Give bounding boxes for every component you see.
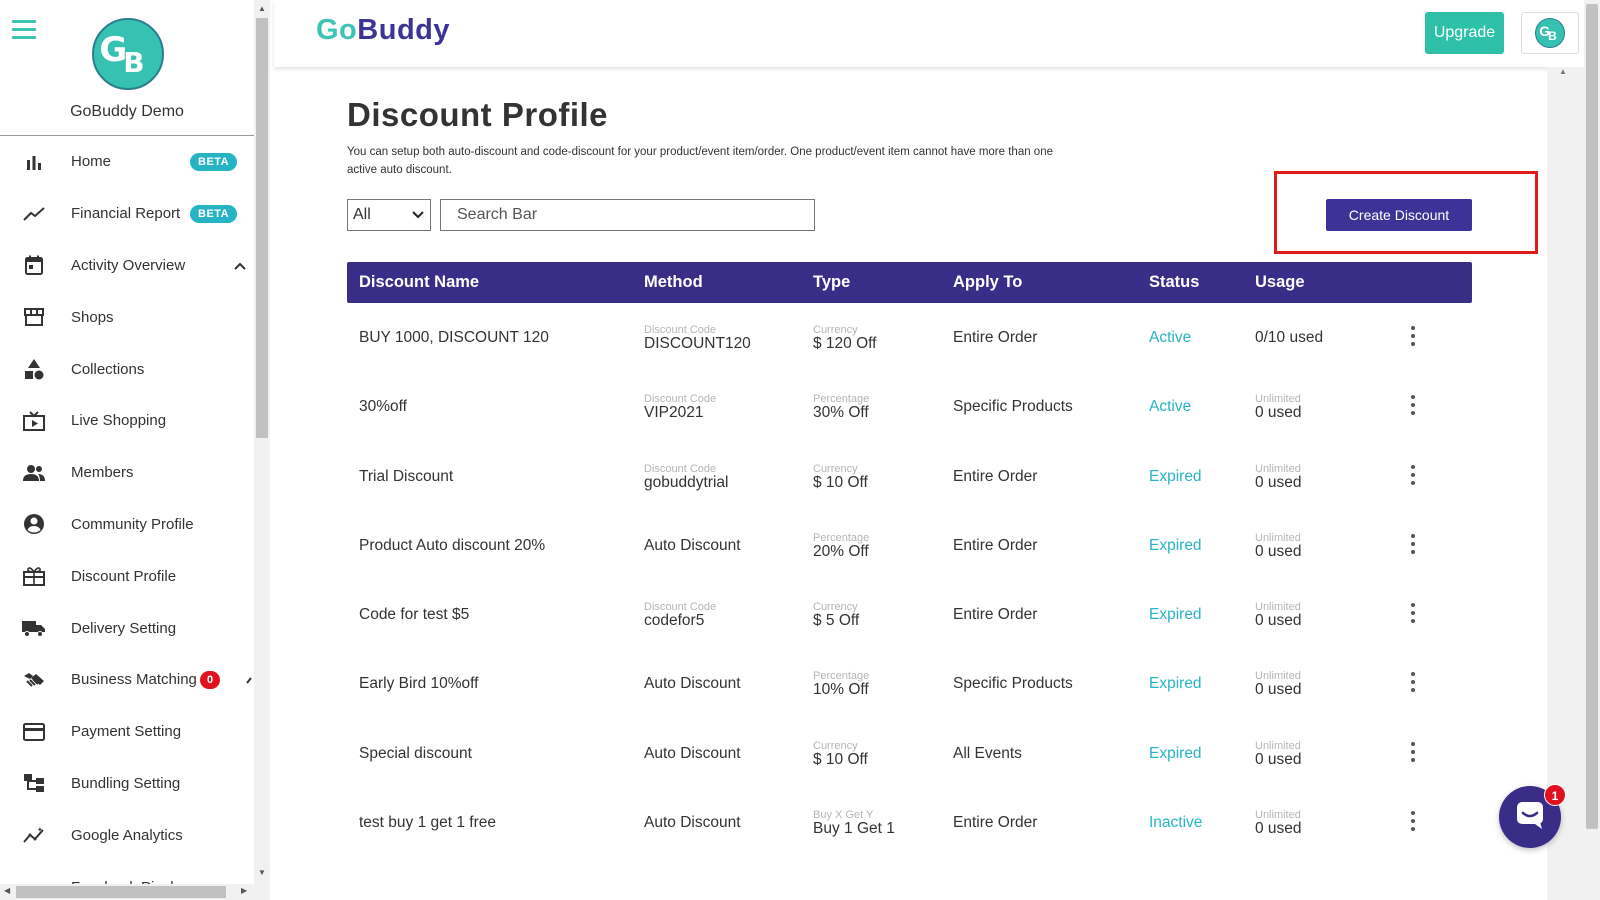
sidebar-item-members[interactable] bbox=[0, 447, 254, 499]
sidebar-item-label: Community Profile bbox=[71, 515, 194, 533]
usage-label: Unlimited bbox=[1255, 670, 1301, 683]
method-label: Discount Code bbox=[644, 462, 717, 475]
type-value: $ 10 Off bbox=[813, 750, 868, 768]
sidebar-item-business-matching[interactable] bbox=[0, 654, 254, 706]
usage-cell bbox=[1255, 741, 1302, 768]
usage-cell bbox=[1255, 810, 1302, 837]
hierarchy-icon bbox=[22, 771, 46, 795]
sidebar-item-live-shopping[interactable] bbox=[0, 395, 254, 447]
gobuddy-logo[interactable] bbox=[316, 14, 450, 47]
usage-value: 0 used bbox=[1255, 750, 1302, 768]
table-row[interactable] bbox=[347, 512, 1472, 581]
apply-to: Entire Order bbox=[953, 329, 1038, 346]
usage-value: 0 used bbox=[1255, 542, 1302, 560]
svg-text:✦: ✦ bbox=[37, 827, 43, 835]
sidebar-item-home[interactable] bbox=[0, 136, 254, 188]
method-value: gobuddytrial bbox=[644, 473, 729, 491]
logo-go: Go bbox=[316, 14, 358, 46]
page-title: Discount Profile bbox=[347, 96, 609, 133]
sidebar-item-label: Members bbox=[71, 464, 134, 482]
sidebar-item-label: Financial Report bbox=[71, 205, 181, 223]
row-more-options-icon[interactable] bbox=[1405, 465, 1421, 485]
usage-cell bbox=[1255, 464, 1302, 491]
sidebar-item-collections[interactable] bbox=[0, 343, 254, 395]
main-scrollbar[interactable] bbox=[1547, 67, 1584, 900]
table-row[interactable] bbox=[347, 720, 1472, 789]
type-label: Buy X Get Y bbox=[813, 809, 874, 822]
apply-to: Specific Products bbox=[953, 675, 1073, 693]
sidebar-item-shops[interactable] bbox=[0, 291, 254, 343]
credit-card-icon bbox=[22, 720, 46, 744]
chevron-up-icon[interactable] bbox=[234, 258, 246, 273]
sidebar-item-financial-report[interactable] bbox=[0, 188, 254, 240]
chat-bubble-icon bbox=[1515, 800, 1545, 835]
method-value: VIP2021 bbox=[644, 404, 704, 422]
sidebar-item-label: Live Shopping bbox=[71, 412, 167, 430]
sidebar bbox=[0, 0, 254, 900]
row-more-options-icon[interactable] bbox=[1405, 672, 1421, 692]
discount-name: Product Auto discount 20% bbox=[359, 536, 546, 554]
type-value: $ 5 Off bbox=[813, 612, 860, 630]
usage-value: 0 used bbox=[1255, 612, 1302, 630]
calendar-icon bbox=[22, 253, 46, 277]
chevron-icon[interactable] bbox=[246, 672, 252, 687]
usage-value: 0 used bbox=[1255, 404, 1302, 422]
usage-value: 0 used bbox=[1255, 473, 1302, 491]
create-discount-button[interactable]: Create Discount bbox=[1326, 199, 1472, 231]
status-link[interactable]: Active bbox=[1149, 329, 1192, 346]
sidebar-item-label: Bundling Setting bbox=[71, 774, 181, 792]
truck-icon bbox=[22, 616, 46, 640]
sidebar-nav bbox=[0, 136, 254, 900]
live-tv-icon bbox=[22, 409, 46, 433]
scroll-left-arrow-icon[interactable]: ◀ bbox=[4, 886, 11, 895]
usage-cell bbox=[1255, 671, 1302, 698]
status-link[interactable]: Expired bbox=[1149, 744, 1202, 762]
type-cell bbox=[813, 394, 869, 421]
type-value: 10% Off bbox=[813, 681, 869, 699]
discount-name: test buy 1 get 1 free bbox=[359, 814, 497, 832]
discount-name: Trial Discount bbox=[359, 467, 454, 485]
row-more-options-icon[interactable] bbox=[1405, 534, 1421, 554]
notification-count-badge: 0 bbox=[200, 671, 220, 689]
sidebar-item-payment-setting[interactable] bbox=[0, 706, 254, 758]
status-link[interactable]: Expired bbox=[1149, 467, 1202, 485]
row-more-options-icon[interactable] bbox=[1405, 742, 1421, 762]
apply-to: Specific Products bbox=[953, 398, 1073, 416]
method-cell bbox=[644, 602, 716, 629]
sidebar-item-label: Discount Profile bbox=[71, 567, 177, 585]
table-row[interactable] bbox=[347, 373, 1472, 442]
avatar bbox=[1535, 18, 1565, 48]
sidebar-item-label: Payment Setting bbox=[71, 723, 182, 741]
type-label: Percentage bbox=[813, 531, 870, 544]
table-header bbox=[347, 262, 1472, 303]
type-cell bbox=[813, 533, 869, 560]
shapes-icon bbox=[22, 357, 46, 381]
bar-chart-icon bbox=[22, 150, 46, 174]
method-label: Discount Code bbox=[644, 324, 717, 336]
usage-label: Unlimited bbox=[1255, 462, 1301, 475]
row-more-options-icon[interactable] bbox=[1405, 395, 1421, 415]
scroll-right-arrow-icon[interactable]: ▶ bbox=[241, 886, 248, 895]
sidebar-item-bundling-setting[interactable] bbox=[0, 758, 254, 810]
sidebar-item-activity-overview[interactable] bbox=[0, 240, 254, 292]
scrollbar-thumb[interactable] bbox=[1586, 4, 1598, 829]
method-value: DISCOUNT120 bbox=[644, 335, 751, 352]
sidebar-item-discount-profile[interactable] bbox=[0, 550, 254, 602]
method-value: Auto Discount bbox=[644, 675, 741, 693]
type-cell bbox=[813, 671, 869, 698]
table-row[interactable] bbox=[347, 443, 1472, 512]
sidebar-item-label: Business Matching bbox=[71, 671, 197, 689]
beta-badge: BETA bbox=[190, 153, 237, 171]
sidebar-horizontal-scrollbar[interactable] bbox=[0, 884, 254, 900]
column-header-status: Status bbox=[1149, 273, 1200, 291]
method-value: Auto Discount bbox=[644, 744, 741, 762]
type-label: Currency bbox=[813, 601, 858, 614]
status-link[interactable]: Active bbox=[1149, 398, 1192, 416]
usage-label: Unlimited bbox=[1255, 809, 1301, 822]
column-header-apply-to: Apply To bbox=[953, 273, 1023, 291]
method-cell bbox=[644, 325, 751, 352]
chevron-down-icon bbox=[412, 208, 424, 222]
usage-cell bbox=[1255, 602, 1302, 629]
status-link[interactable]: Expired bbox=[1149, 536, 1202, 554]
avatar-initial-g: G bbox=[99, 30, 128, 70]
method-value: codefor5 bbox=[644, 612, 705, 630]
table-row[interactable] bbox=[347, 581, 1472, 650]
status-link[interactable]: Expired bbox=[1149, 675, 1202, 693]
usage-value: 0 used bbox=[1255, 681, 1302, 699]
beta-badge: BETA bbox=[190, 205, 237, 223]
discount-name: 30%off bbox=[359, 398, 407, 416]
column-header-discount-name: Discount Name bbox=[359, 273, 480, 291]
gift-box-icon bbox=[22, 564, 46, 588]
sidebar-item-label: Activity Overview bbox=[71, 256, 186, 274]
discount-table-body bbox=[347, 304, 1472, 858]
page-description: You can setup both auto-discount and code-discount for your product/event item/order. One product/event item cannot have more than one active auto discount. bbox=[347, 146, 1053, 176]
table-row[interactable] bbox=[347, 789, 1472, 858]
row-more-options-icon[interactable] bbox=[1405, 603, 1421, 623]
type-label: Percentage bbox=[813, 670, 870, 683]
type-cell bbox=[813, 741, 868, 768]
sidebar-item-delivery-setting[interactable] bbox=[0, 602, 254, 654]
trend-line-icon bbox=[22, 202, 46, 226]
account-menu-button[interactable] bbox=[1521, 12, 1579, 54]
discount-name: Early Bird 10%off bbox=[359, 675, 479, 693]
method-value: Auto Discount bbox=[644, 536, 741, 554]
usage-cell bbox=[1255, 533, 1302, 560]
sidebar-item-label: Shops bbox=[71, 308, 114, 326]
type-value: 30% Off bbox=[813, 404, 869, 422]
discount-name: BUY 1000, DISCOUNT 120 bbox=[359, 329, 549, 346]
sidebar-item-label: Home bbox=[71, 153, 112, 171]
sidebar-item-label: Collections bbox=[71, 360, 145, 378]
people-icon bbox=[22, 461, 46, 485]
apply-to: Entire Order bbox=[953, 606, 1038, 624]
type-label: Percentage bbox=[813, 393, 870, 406]
column-header-usage: Usage bbox=[1255, 273, 1305, 291]
scrollbar-thumb[interactable] bbox=[16, 886, 226, 898]
type-label: Currency bbox=[813, 739, 858, 752]
avatar-initial-b: B bbox=[123, 45, 145, 79]
usage-cell bbox=[1255, 394, 1302, 421]
sidebar-item-label: Delivery Setting bbox=[71, 619, 177, 637]
discount-name: Code for test $5 bbox=[359, 606, 470, 624]
column-header-method: Method bbox=[644, 273, 703, 291]
store-icon bbox=[22, 305, 46, 329]
sidebar-item-community-profile[interactable] bbox=[0, 499, 254, 551]
org-name: GoBuddy Demo bbox=[70, 103, 184, 120]
row-more-options-icon[interactable] bbox=[1405, 811, 1421, 831]
status-filter-select[interactable] bbox=[347, 199, 431, 231]
column-header-type: Type bbox=[813, 273, 851, 291]
window-scrollbar[interactable] bbox=[1584, 0, 1600, 900]
avatar-initial-g: G bbox=[1539, 23, 1551, 39]
usage-label: Unlimited bbox=[1255, 393, 1301, 406]
apply-to: Entire Order bbox=[953, 467, 1038, 485]
upgrade-button[interactable]: Upgrade bbox=[1425, 12, 1504, 54]
apply-to: All Events bbox=[953, 744, 1022, 762]
filter-selected-value: All bbox=[353, 206, 371, 223]
method-cell bbox=[644, 394, 716, 421]
status-link[interactable]: Inactive bbox=[1149, 814, 1203, 832]
usage-value: 0 used bbox=[1255, 820, 1302, 838]
type-label: Currency bbox=[813, 462, 858, 475]
usage-label: Unlimited bbox=[1255, 601, 1301, 614]
type-value: 20% Off bbox=[813, 542, 869, 560]
sidebar-item-google-analytics[interactable] bbox=[0, 809, 254, 861]
method-value: Auto Discount bbox=[644, 814, 741, 832]
search-input[interactable] bbox=[440, 199, 815, 231]
sidebar-item-label: Google Analytics bbox=[71, 826, 183, 844]
apply-to: Entire Order bbox=[953, 814, 1038, 832]
account-circle-icon bbox=[22, 512, 46, 536]
scroll-up-arrow-icon[interactable]: ▲ bbox=[1559, 67, 1567, 76]
usage: 0/10 used bbox=[1255, 329, 1324, 346]
type-cell bbox=[813, 810, 895, 837]
apply-to: Entire Order bbox=[953, 536, 1038, 554]
method-label: Discount Code bbox=[644, 601, 717, 614]
analytics-icon bbox=[22, 823, 46, 847]
logo-buddy: Buddy bbox=[357, 14, 450, 46]
method-cell bbox=[644, 464, 728, 491]
row-more-options-icon[interactable] bbox=[1405, 326, 1421, 346]
type-label: Currency bbox=[813, 324, 858, 336]
discount-name: Special discount bbox=[359, 744, 472, 762]
usage-label: Unlimited bbox=[1255, 739, 1301, 752]
chat-notification-badge: 1 bbox=[1544, 784, 1566, 806]
handshake-icon bbox=[22, 668, 46, 692]
type-value: $ 120 Off bbox=[813, 335, 877, 352]
type-cell bbox=[813, 464, 868, 491]
type-value: Buy 1 Get 1 bbox=[813, 820, 895, 838]
table-row[interactable] bbox=[347, 650, 1472, 719]
type-cell bbox=[813, 325, 876, 352]
scroll-down-arrow-icon[interactable]: ▼ bbox=[258, 868, 266, 877]
sidebar-vertical-scrollbar[interactable] bbox=[254, 0, 270, 900]
avatar-initial-b: B bbox=[1548, 29, 1557, 43]
org-avatar[interactable] bbox=[92, 18, 164, 90]
scrollbar-thumb[interactable] bbox=[256, 18, 268, 438]
usage-label: Unlimited bbox=[1255, 531, 1301, 544]
hamburger-menu-icon[interactable] bbox=[12, 20, 36, 40]
status-link[interactable]: Expired bbox=[1149, 606, 1202, 624]
top-header bbox=[274, 0, 1584, 67]
table-row[interactable] bbox=[347, 304, 1472, 373]
type-value: $ 10 Off bbox=[813, 473, 868, 491]
scroll-up-arrow-icon[interactable]: ▲ bbox=[258, 4, 266, 13]
type-cell bbox=[813, 602, 859, 629]
method-label: Discount Code bbox=[644, 393, 717, 406]
